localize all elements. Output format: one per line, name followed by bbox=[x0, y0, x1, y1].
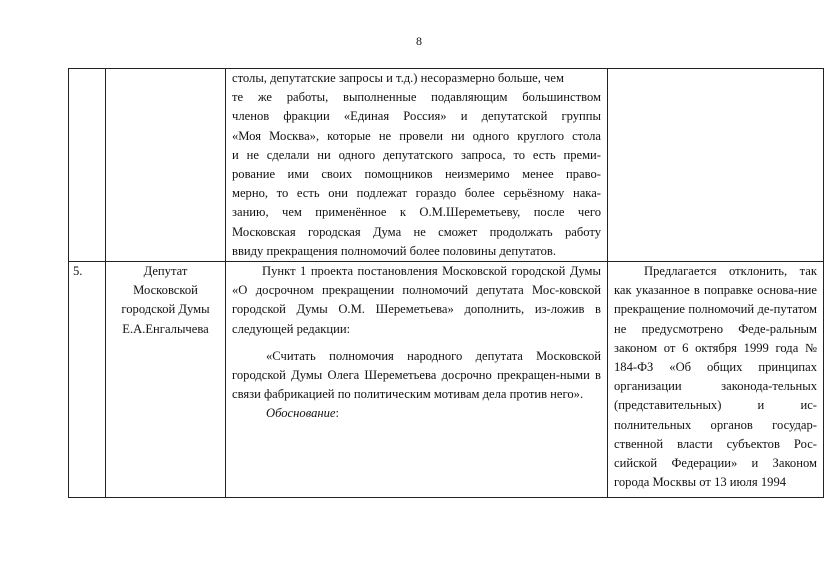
page-number: 8 bbox=[416, 34, 422, 48]
amendment-text-cell bbox=[226, 262, 608, 498]
table-row bbox=[69, 69, 824, 262]
author-line: Московской bbox=[133, 283, 198, 298]
conclusion-text: Предлагается отклонить, так как указанное в поправке основа-ние прекращение полномочий де-путатом не предусмотрено Феде-ральным законом от 6 октября 1999 года № 184-ФЗ «Об общих принципах организации законода-тельных (представительных) и ис-полнительных органов государ-ственной власти субъектов Рос-сийской Федерации» и Законом города Москвы от 13 июля 1994 bbox=[614, 264, 817, 490]
author-line: городской Думы bbox=[121, 302, 210, 317]
amendments-table bbox=[68, 68, 824, 498]
amendment-text-cell bbox=[226, 69, 608, 262]
author-cell bbox=[106, 69, 226, 262]
text-line: и не сделали ни одного депутатского запроса, то есть преми- bbox=[232, 147, 601, 162]
justification-label: Обоснование bbox=[266, 406, 336, 421]
text-line: столы, депутатские запросы и т.д.) несоразмерно больше, чем bbox=[232, 71, 564, 85]
text-line: ввиду прекращения полномочий более половины депутатов. bbox=[232, 243, 556, 258]
text-line: «Моя Москва», которые не провели ни одного круглого стола bbox=[232, 128, 601, 143]
text-line: мерно, то есть они подлежат гораздо более серьёзному нака- bbox=[232, 186, 601, 201]
author-line: Депутат bbox=[143, 264, 188, 279]
amendment-paragraph: Пункт 1 проекта постановления Московской городской Думы «О досрочном прекращении полномочий депутата Мос-ковской городской Думы О.М. Шереметьева» дополнить, из-ложив в следующей редакции: bbox=[232, 264, 601, 336]
conclusion-cell bbox=[608, 262, 824, 498]
table-row bbox=[69, 262, 824, 498]
text-line: Московская городская Дума не сможет продолжать работу bbox=[232, 224, 601, 239]
conclusion-cell bbox=[608, 69, 824, 262]
row-number-cell: 5. bbox=[69, 262, 106, 498]
text-line: занию, чем применённое к О.М.Шереметьеву, после чего bbox=[232, 205, 601, 220]
author-line: Е.А.Енгалычева bbox=[122, 321, 209, 336]
amendment-quote: «Считать полномочия народного депутата Московской городской Думы Олега Шереметьева досрочно прекращен-ными в связи фабрикацией по политическим мотивам дела против него». bbox=[232, 348, 601, 402]
text-line: членов фракции «Единая Россия» и депутатской группы bbox=[232, 109, 601, 124]
row-number-cell bbox=[69, 69, 106, 262]
text-line: рование ими своих помощников неизмеримо менее право- bbox=[232, 167, 601, 182]
author-cell bbox=[106, 262, 226, 498]
justification-label-line bbox=[232, 404, 601, 423]
text-line: те же работы, выполненные подавляющим большинством bbox=[232, 90, 601, 105]
justification-colon: : bbox=[335, 406, 340, 421]
